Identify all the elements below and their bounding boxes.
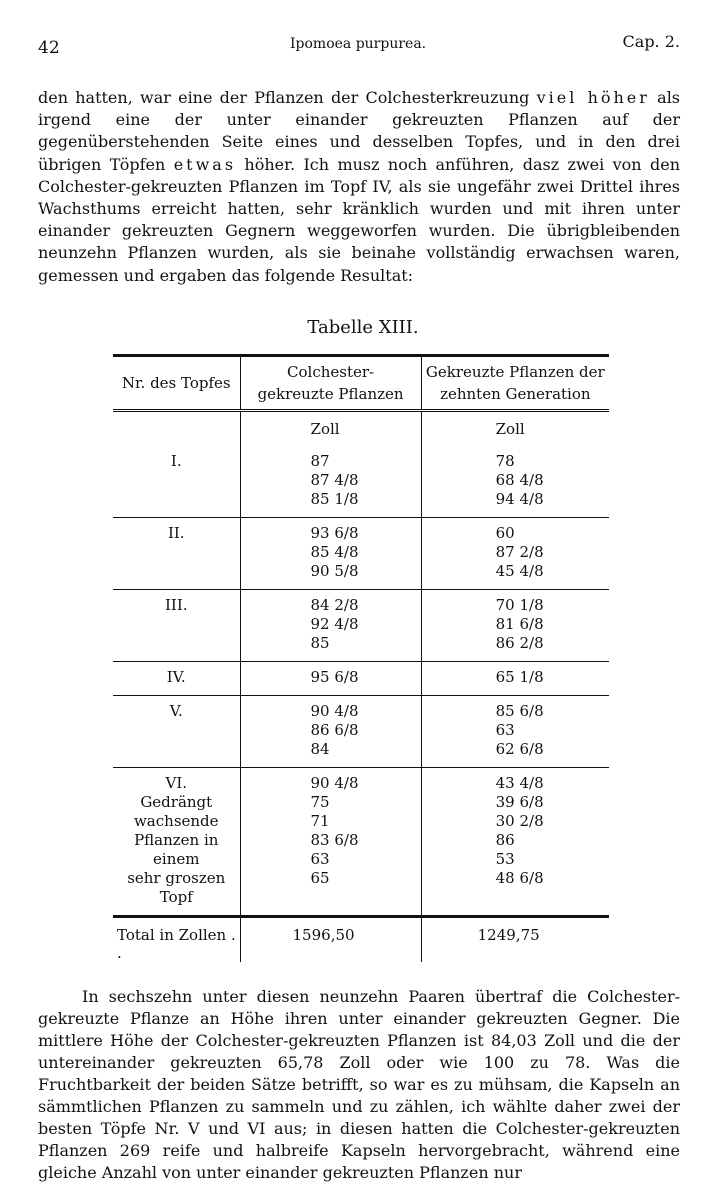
- intro-text-1: den hatten, war eine der Pflanzen der Colchesterkreuzung: [38, 88, 537, 107]
- pot-number: VI.: [165, 773, 188, 792]
- intro-emphasis-2: etwas: [173, 154, 237, 174]
- pot-note: Gedrängt wachsende: [133, 792, 219, 830]
- total-colchester: 1596,50: [240, 916, 421, 962]
- table-row: [113, 517, 609, 589]
- crossed-value: 45 4/8: [495, 561, 544, 580]
- colchester-value: 63: [310, 849, 330, 868]
- units-row: [113, 410, 609, 446]
- column-header-colchester-line1: Colchester-: [287, 362, 375, 381]
- intro-emphasis-1: viel höher: [536, 88, 650, 107]
- crossed-value: 68 4/8: [495, 470, 544, 489]
- colchester-value: 90 5/8: [310, 561, 359, 580]
- crossed-value: 94 4/8: [495, 489, 544, 508]
- intro-text-3: höher. Ich musz noch anführen, dasz zwei von den Colchester-gekreuzten Pflanzen im Topf IV, als sie ungefähr zwei Drittel ihres Wachsthums erreicht hatten, sehr kränklich wurden und mit ihren unter einander gekreuzten Gegnern weggeworfen wurden. Die übrigbleibenden neunzehn Pflanzen wurden, als sie beinahe vollständig erwachsen waren, gemessen und ergaben das folgende Resultat:: [38, 154, 681, 285]
- table-title: Tabelle XIII.: [307, 316, 419, 338]
- table-row: [113, 695, 609, 767]
- unit-colchester: Zoll: [240, 410, 421, 446]
- crossed-value: 48 6/8: [495, 868, 544, 887]
- crossed-value: 60: [495, 523, 515, 542]
- table-body: [113, 410, 609, 916]
- crossed-value: 86: [495, 830, 515, 849]
- column-header-crossed-line1: Gekreuzte Pflanzen der: [425, 362, 605, 381]
- crossed-value: 39 6/8: [495, 792, 544, 811]
- table-row: [113, 446, 609, 518]
- measurement-table: [113, 354, 609, 962]
- pot-number: IV.: [166, 667, 186, 686]
- pot-number: I.: [170, 451, 182, 470]
- intro-paragraph: [38, 87, 680, 287]
- crossed-value: 62 6/8: [495, 739, 544, 758]
- crossed-value: 86 2/8: [495, 633, 544, 652]
- colchester-value: 86 6/8: [310, 720, 359, 739]
- colchester-value: 87 4/8: [310, 470, 359, 489]
- crossed-value: 87 2/8: [495, 542, 544, 561]
- running-title: Ipomoea purpurea.: [290, 36, 427, 52]
- colchester-value: 87: [310, 451, 330, 470]
- conclusion-text: In sechszehn unter diesen neunzehn Paaren übertraf die Colchester-gekreuzte Pflanze an Höhe ihren unter einander gekreuzten Gegner. Die mittlere Höhe der Colchester-gekreuzten Pflanzen ist 84,03 Zoll und die der untereinander gekreuzten 65,78 Zoll oder wie 100 zu 78. Was die Fruchtbarkeit der beiden Sätze betrifft, so war es zu mühsam, die Kapseln an sämmtlichen Pflanzen zu sammeln und zu zählen, ich wählte daher zwei der besten Töpfe Nr. V und VI aus; in diesen hatten die Colchester-gekreuzten Pflanzen 269 reife und halbreife Kapseln hervorgebracht, während eine gleiche Anzahl von unter einander gekreuzten Pflanzen nur: [38, 986, 680, 1182]
- colchester-value: 65: [310, 868, 330, 887]
- total-row: [113, 916, 609, 962]
- intro-text-2: als irgend eine der unter einander gekreuzten Pflanzen auf der gegenüberstehenden Seite eines und desselben Topfes, und in den drei übrigen Töpfen: [38, 88, 681, 174]
- column-header-colchester: [240, 355, 421, 410]
- crossed-value: 81 6/8: [495, 614, 544, 633]
- table-row: [113, 589, 609, 661]
- pot-number: V.: [169, 701, 183, 720]
- pot-number: III.: [164, 595, 188, 614]
- pot-note: sehr groszen Topf: [127, 868, 226, 906]
- crossed-value: 43 4/8: [495, 773, 544, 792]
- pot-note: Pflanzen in einem: [134, 830, 219, 868]
- colchester-value: 84 2/8: [310, 595, 359, 614]
- column-header-pot: Nr. des Topfes: [113, 355, 240, 410]
- colchester-value: 90 4/8: [310, 701, 359, 720]
- crossed-value: 65 1/8: [495, 667, 544, 686]
- table-row: [113, 661, 609, 695]
- crossed-value: 85 6/8: [495, 701, 544, 720]
- total-label: Total in Zollen . .: [113, 916, 240, 962]
- unit-crossed: Zoll: [495, 419, 525, 438]
- column-header-colchester-line2: gekreuzte Pflanzen: [257, 384, 404, 403]
- colchester-value: 75: [310, 792, 330, 811]
- page-number: 42: [38, 38, 60, 58]
- colchester-value: 71: [310, 811, 330, 830]
- total-crossed: 1249,75: [477, 925, 540, 944]
- colchester-value: 92 4/8: [310, 614, 359, 633]
- pot-number: II.: [167, 523, 185, 542]
- colchester-value: 95 6/8: [310, 667, 359, 686]
- column-header-crossed: [421, 355, 609, 410]
- colchester-value: 90 4/8: [310, 773, 359, 792]
- crossed-value: 30 2/8: [495, 811, 544, 830]
- colchester-value: 85 4/8: [310, 542, 359, 561]
- colchester-value: 83 6/8: [310, 830, 359, 849]
- table-row: [113, 767, 609, 916]
- conclusion-paragraph: [38, 986, 680, 1184]
- crossed-value: 63: [495, 720, 515, 739]
- colchester-value: 84: [310, 739, 330, 758]
- colchester-value: 85: [310, 633, 330, 652]
- page-header: [38, 30, 680, 60]
- chapter-label: Cap. 2.: [622, 32, 680, 51]
- table-header-row: [113, 355, 609, 410]
- column-header-crossed-line2: zehnten Generation: [440, 384, 591, 403]
- colchester-value: 93 6/8: [310, 523, 359, 542]
- book-page: [38, 30, 680, 1184]
- crossed-value: 70 1/8: [495, 595, 544, 614]
- crossed-value: 78: [495, 451, 515, 470]
- colchester-value: 85 1/8: [310, 489, 359, 508]
- crossed-value: 53: [495, 849, 515, 868]
